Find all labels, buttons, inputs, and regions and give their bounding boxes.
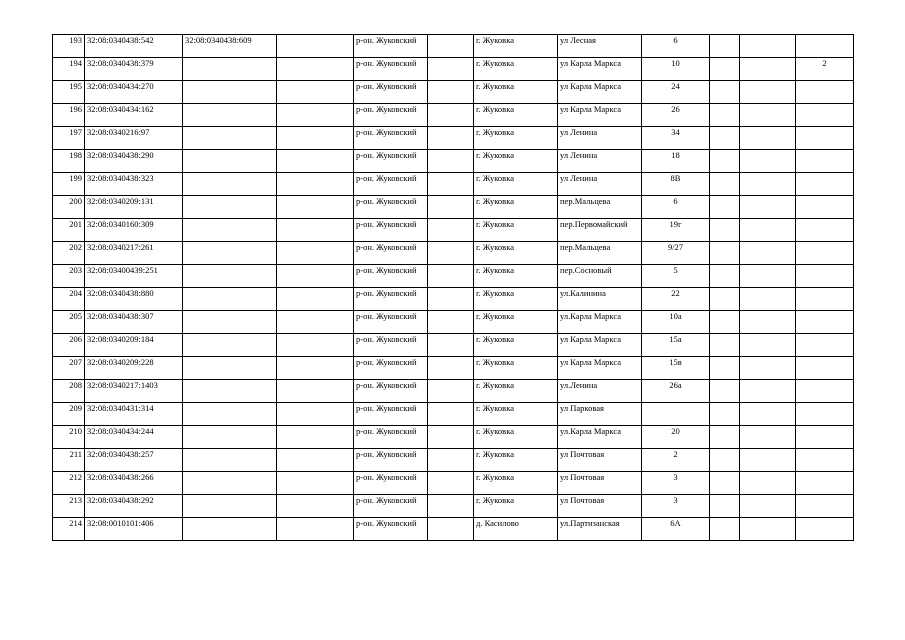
settlement-cell: г. Жуковка — [474, 58, 558, 81]
district-cell: р-он. Жуковский — [354, 495, 428, 518]
cadastral-number-cell: 32:08:0340209:228 — [85, 357, 183, 380]
table-row — [53, 334, 854, 357]
related-cadastral-number-cell — [183, 127, 277, 150]
related-cadastral-number-cell — [183, 357, 277, 380]
table-row — [53, 242, 854, 265]
extra-value-cell — [796, 127, 854, 150]
house-number-cell: 20 — [642, 426, 710, 449]
house-number-cell: 6 — [642, 196, 710, 219]
cadastral-number-cell: 32:08:0340217:261 — [85, 242, 183, 265]
settlement-cell: г. Жуковка — [474, 403, 558, 426]
empty-cell — [740, 265, 796, 288]
cadastral-number-cell: 32:08:0340434:162 — [85, 104, 183, 127]
empty-cell — [740, 104, 796, 127]
empty-cell — [428, 219, 474, 242]
empty-cell — [740, 150, 796, 173]
table-row — [53, 403, 854, 426]
empty-cell — [428, 196, 474, 219]
empty-cell — [277, 380, 354, 403]
empty-cell — [740, 403, 796, 426]
district-cell: р-он. Жуковский — [354, 472, 428, 495]
empty-cell — [428, 380, 474, 403]
related-cadastral-number-cell — [183, 265, 277, 288]
settlement-cell: г. Жуковка — [474, 150, 558, 173]
street-cell: ул Карла Маркса — [558, 58, 642, 81]
street-cell: ул Ленина — [558, 150, 642, 173]
street-cell: ул Карла Маркса — [558, 357, 642, 380]
settlement-cell: г. Жуковка — [474, 81, 558, 104]
empty-cell — [710, 196, 740, 219]
extra-value-cell — [796, 449, 854, 472]
house-number-cell: 22 — [642, 288, 710, 311]
related-cadastral-number-cell — [183, 403, 277, 426]
extra-value-cell — [796, 173, 854, 196]
empty-cell — [740, 196, 796, 219]
extra-value-cell — [796, 403, 854, 426]
house-number-cell: 10 — [642, 58, 710, 81]
street-cell: ул Карла Маркса — [558, 81, 642, 104]
row-number-cell: 213 — [53, 495, 85, 518]
row-number-cell: 206 — [53, 334, 85, 357]
empty-cell — [428, 58, 474, 81]
empty-cell — [740, 449, 796, 472]
row-number-cell: 204 — [53, 288, 85, 311]
house-number-cell: 3 — [642, 495, 710, 518]
empty-cell — [710, 104, 740, 127]
district-cell: р-он. Жуковский — [354, 518, 428, 541]
empty-cell — [428, 495, 474, 518]
street-cell: ул Почтовая — [558, 495, 642, 518]
related-cadastral-number-cell — [183, 196, 277, 219]
empty-cell — [277, 81, 354, 104]
empty-cell — [428, 265, 474, 288]
table-row — [53, 426, 854, 449]
house-number-cell: 15а — [642, 334, 710, 357]
table-row — [53, 472, 854, 495]
empty-cell — [740, 81, 796, 104]
empty-cell — [740, 35, 796, 58]
district-cell: р-он. Жуковский — [354, 288, 428, 311]
empty-cell — [740, 58, 796, 81]
extra-value-cell — [796, 265, 854, 288]
empty-cell — [277, 219, 354, 242]
empty-cell — [277, 449, 354, 472]
street-cell: ул Карла Маркса — [558, 334, 642, 357]
row-number-cell: 200 — [53, 196, 85, 219]
settlement-cell: г. Жуковка — [474, 495, 558, 518]
street-cell: пер.Мальцева — [558, 242, 642, 265]
empty-cell — [277, 58, 354, 81]
house-number-cell: 9/27 — [642, 242, 710, 265]
cadastral-number-cell: 32:08:0340431:314 — [85, 403, 183, 426]
row-number-cell: 207 — [53, 357, 85, 380]
row-number-cell: 197 — [53, 127, 85, 150]
district-cell: р-он. Жуковский — [354, 81, 428, 104]
related-cadastral-number-cell — [183, 173, 277, 196]
street-cell: ул.Карла Маркса — [558, 426, 642, 449]
extra-value-cell — [796, 472, 854, 495]
house-number-cell: 2 — [642, 449, 710, 472]
street-cell: ул.Калинина — [558, 288, 642, 311]
cadastral-number-cell: 32:08:0340438:290 — [85, 150, 183, 173]
empty-cell — [277, 472, 354, 495]
extra-value-cell — [796, 495, 854, 518]
empty-cell — [740, 518, 796, 541]
row-number-cell: 205 — [53, 311, 85, 334]
empty-cell — [710, 334, 740, 357]
table-row — [53, 104, 854, 127]
empty-cell — [740, 242, 796, 265]
empty-cell — [710, 495, 740, 518]
empty-cell — [710, 173, 740, 196]
related-cadastral-number-cell — [183, 219, 277, 242]
district-cell: р-он. Жуковский — [354, 403, 428, 426]
table-row — [53, 495, 854, 518]
row-number-cell: 195 — [53, 81, 85, 104]
empty-cell — [740, 334, 796, 357]
table-row — [53, 196, 854, 219]
empty-cell — [710, 265, 740, 288]
street-cell: ул Парковая — [558, 403, 642, 426]
table-row — [53, 265, 854, 288]
empty-cell — [428, 449, 474, 472]
street-cell: пер.Сосновый — [558, 265, 642, 288]
district-cell: р-он. Жуковский — [354, 426, 428, 449]
district-cell: р-он. Жуковский — [354, 311, 428, 334]
house-number-cell: 34 — [642, 127, 710, 150]
district-cell: р-он. Жуковский — [354, 127, 428, 150]
row-number-cell: 212 — [53, 472, 85, 495]
settlement-cell: г. Жуковка — [474, 311, 558, 334]
empty-cell — [710, 472, 740, 495]
extra-value-cell — [796, 196, 854, 219]
related-cadastral-number-cell — [183, 242, 277, 265]
empty-cell — [428, 472, 474, 495]
settlement-cell: г. Жуковка — [474, 357, 558, 380]
related-cadastral-number-cell — [183, 495, 277, 518]
empty-cell — [710, 357, 740, 380]
empty-cell — [740, 357, 796, 380]
empty-cell — [710, 449, 740, 472]
cadastral-number-cell: 32:08:0340438:292 — [85, 495, 183, 518]
empty-cell — [277, 334, 354, 357]
house-number-cell: 19г — [642, 219, 710, 242]
settlement-cell: г. Жуковка — [474, 196, 558, 219]
table-row — [53, 127, 854, 150]
empty-cell — [277, 173, 354, 196]
street-cell: ул Ленина — [558, 173, 642, 196]
district-cell: р-он. Жуковский — [354, 334, 428, 357]
empty-cell — [277, 357, 354, 380]
extra-value-cell: 2 — [796, 58, 854, 81]
empty-cell — [740, 472, 796, 495]
empty-cell — [428, 334, 474, 357]
extra-value-cell — [796, 426, 854, 449]
empty-cell — [740, 426, 796, 449]
related-cadastral-number-cell: 32:08:0340438:609 — [183, 35, 277, 58]
empty-cell — [428, 357, 474, 380]
cadastral-number-cell: 32:08:0340438:379 — [85, 58, 183, 81]
house-number-cell: 26а — [642, 380, 710, 403]
house-number-cell: 10а — [642, 311, 710, 334]
settlement-cell: г. Жуковка — [474, 334, 558, 357]
house-number-cell — [642, 403, 710, 426]
empty-cell — [740, 173, 796, 196]
empty-cell — [277, 495, 354, 518]
empty-cell — [710, 58, 740, 81]
row-number-cell: 211 — [53, 449, 85, 472]
related-cadastral-number-cell — [183, 426, 277, 449]
related-cadastral-number-cell — [183, 81, 277, 104]
cadastral-number-cell: 32:08:0340438:323 — [85, 173, 183, 196]
row-number-cell: 196 — [53, 104, 85, 127]
empty-cell — [277, 127, 354, 150]
empty-cell — [277, 265, 354, 288]
extra-value-cell — [796, 311, 854, 334]
related-cadastral-number-cell — [183, 449, 277, 472]
district-cell: р-он. Жуковский — [354, 449, 428, 472]
street-cell: ул Ленина — [558, 127, 642, 150]
table-row — [53, 150, 854, 173]
house-number-cell: 6А — [642, 518, 710, 541]
table-row — [53, 449, 854, 472]
cadastral-number-cell: 32:08:0340217:1403 — [85, 380, 183, 403]
table-row — [53, 357, 854, 380]
empty-cell — [428, 288, 474, 311]
cadastral-number-cell: 32:08:0340438:257 — [85, 449, 183, 472]
empty-cell — [740, 495, 796, 518]
house-number-cell: 3 — [642, 472, 710, 495]
cadastral-number-cell: 32:08:0340209:131 — [85, 196, 183, 219]
related-cadastral-number-cell — [183, 104, 277, 127]
row-number-cell: 214 — [53, 518, 85, 541]
house-number-cell: 15в — [642, 357, 710, 380]
cadastral-number-cell: 32:08:0340438:307 — [85, 311, 183, 334]
district-cell: р-он. Жуковский — [354, 380, 428, 403]
empty-cell — [710, 403, 740, 426]
street-cell: ул Почтовая — [558, 449, 642, 472]
empty-cell — [710, 380, 740, 403]
empty-cell — [277, 196, 354, 219]
empty-cell — [710, 518, 740, 541]
empty-cell — [428, 35, 474, 58]
empty-cell — [428, 518, 474, 541]
extra-value-cell — [796, 81, 854, 104]
street-cell: ул Лесная — [558, 35, 642, 58]
extra-value-cell — [796, 104, 854, 127]
table-row — [53, 81, 854, 104]
related-cadastral-number-cell — [183, 334, 277, 357]
empty-cell — [277, 104, 354, 127]
house-number-cell: 26 — [642, 104, 710, 127]
empty-cell — [740, 311, 796, 334]
settlement-cell: г. Жуковка — [474, 127, 558, 150]
empty-cell — [710, 311, 740, 334]
empty-cell — [277, 35, 354, 58]
empty-cell — [428, 403, 474, 426]
cadastral-number-cell: 32:08:0340434:270 — [85, 81, 183, 104]
related-cadastral-number-cell — [183, 150, 277, 173]
empty-cell — [277, 426, 354, 449]
related-cadastral-number-cell — [183, 288, 277, 311]
settlement-cell: г. Жуковка — [474, 426, 558, 449]
extra-value-cell — [796, 334, 854, 357]
row-number-cell: 199 — [53, 173, 85, 196]
empty-cell — [428, 173, 474, 196]
row-number-cell: 202 — [53, 242, 85, 265]
row-number-cell: 208 — [53, 380, 85, 403]
row-number-cell: 209 — [53, 403, 85, 426]
row-number-cell: 210 — [53, 426, 85, 449]
table-row — [53, 219, 854, 242]
district-cell: р-он. Жуковский — [354, 104, 428, 127]
empty-cell — [277, 242, 354, 265]
empty-cell — [277, 518, 354, 541]
settlement-cell: г. Жуковка — [474, 449, 558, 472]
row-number-cell: 201 — [53, 219, 85, 242]
table-row — [53, 311, 854, 334]
street-cell: ул Карла Маркса — [558, 104, 642, 127]
district-cell: р-он. Жуковский — [354, 173, 428, 196]
empty-cell — [710, 81, 740, 104]
street-cell: ул.Ленина — [558, 380, 642, 403]
empty-cell — [710, 150, 740, 173]
table-row — [53, 380, 854, 403]
empty-cell — [277, 311, 354, 334]
extra-value-cell — [796, 150, 854, 173]
street-cell: ул Почтовая — [558, 472, 642, 495]
house-number-cell: 5 — [642, 265, 710, 288]
settlement-cell: г. Жуковка — [474, 242, 558, 265]
empty-cell — [277, 288, 354, 311]
empty-cell — [740, 219, 796, 242]
empty-cell — [740, 380, 796, 403]
empty-cell — [428, 426, 474, 449]
empty-cell — [710, 242, 740, 265]
empty-cell — [710, 35, 740, 58]
district-cell: р-он. Жуковский — [354, 219, 428, 242]
settlement-cell: г. Жуковка — [474, 265, 558, 288]
extra-value-cell — [796, 380, 854, 403]
street-cell: ул.Карла Маркса — [558, 311, 642, 334]
settlement-cell: г. Жуковка — [474, 173, 558, 196]
house-number-cell: 24 — [642, 81, 710, 104]
related-cadastral-number-cell — [183, 311, 277, 334]
empty-cell — [428, 242, 474, 265]
cadastral-number-cell: 32:08:0340438:266 — [85, 472, 183, 495]
extra-value-cell — [796, 288, 854, 311]
empty-cell — [710, 127, 740, 150]
settlement-cell: г. Жуковка — [474, 35, 558, 58]
settlement-cell: д. Касилово — [474, 518, 558, 541]
related-cadastral-number-cell — [183, 58, 277, 81]
row-number-cell: 194 — [53, 58, 85, 81]
house-number-cell: 6 — [642, 35, 710, 58]
house-number-cell: 8В — [642, 173, 710, 196]
table-row — [53, 173, 854, 196]
district-cell: р-он. Жуковский — [354, 357, 428, 380]
district-cell: р-он. Жуковский — [354, 265, 428, 288]
cadastral-number-cell: 32:08:0010101:406 — [85, 518, 183, 541]
extra-value-cell — [796, 35, 854, 58]
related-cadastral-number-cell — [183, 472, 277, 495]
related-cadastral-number-cell — [183, 380, 277, 403]
empty-cell — [710, 288, 740, 311]
settlement-cell: г. Жуковка — [474, 104, 558, 127]
cadastral-number-cell: 32:08:0340434:244 — [85, 426, 183, 449]
row-number-cell: 203 — [53, 265, 85, 288]
related-cadastral-number-cell — [183, 518, 277, 541]
settlement-cell: г. Жуковка — [474, 472, 558, 495]
table-row — [53, 518, 854, 541]
cadastral-number-cell: 32:08:0340160:309 — [85, 219, 183, 242]
empty-cell — [428, 104, 474, 127]
cadastral-number-cell: 32:08:0340209:184 — [85, 334, 183, 357]
cadastral-number-cell: 32:08:0340438:880 — [85, 288, 183, 311]
row-number-cell: 198 — [53, 150, 85, 173]
extra-value-cell — [796, 357, 854, 380]
empty-cell — [710, 219, 740, 242]
district-cell: р-он. Жуковский — [354, 35, 428, 58]
house-number-cell: 18 — [642, 150, 710, 173]
district-cell: р-он. Жуковский — [354, 196, 428, 219]
district-cell: р-он. Жуковский — [354, 242, 428, 265]
empty-cell — [740, 127, 796, 150]
extra-value-cell — [796, 242, 854, 265]
cadastral-number-cell: 32:08:0340438:542 — [85, 35, 183, 58]
empty-cell — [277, 150, 354, 173]
table-row — [53, 58, 854, 81]
row-number-cell: 193 — [53, 35, 85, 58]
table-row — [53, 35, 854, 58]
cadastral-number-cell: 32:08:03400439:251 — [85, 265, 183, 288]
empty-cell — [428, 311, 474, 334]
extra-value-cell — [796, 219, 854, 242]
empty-cell — [428, 127, 474, 150]
district-cell: р-он. Жуковский — [354, 58, 428, 81]
extra-value-cell — [796, 518, 854, 541]
registry-table — [52, 34, 854, 541]
district-cell: р-он. Жуковский — [354, 150, 428, 173]
empty-cell — [428, 150, 474, 173]
street-cell: пер.Первомайский — [558, 219, 642, 242]
empty-cell — [277, 403, 354, 426]
street-cell: ул.Партизанская — [558, 518, 642, 541]
cadastral-number-cell: 32:08:0340216:97 — [85, 127, 183, 150]
registry-rows — [53, 35, 854, 541]
empty-cell — [428, 81, 474, 104]
street-cell: пер.Мальцева — [558, 196, 642, 219]
empty-cell — [740, 288, 796, 311]
empty-cell — [710, 426, 740, 449]
settlement-cell: г. Жуковка — [474, 219, 558, 242]
table-row — [53, 288, 854, 311]
settlement-cell: г. Жуковка — [474, 380, 558, 403]
settlement-cell: г. Жуковка — [474, 288, 558, 311]
